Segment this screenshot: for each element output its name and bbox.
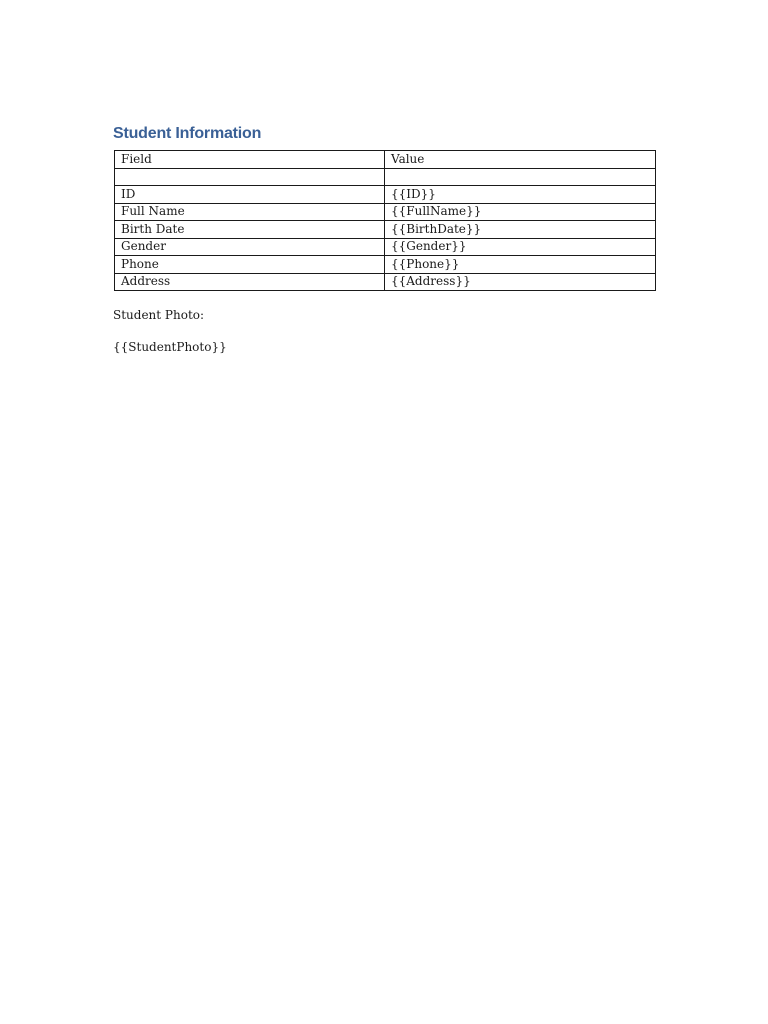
student-photo-placeholder: {{StudentPhoto}} xyxy=(113,340,227,354)
field-label: ID xyxy=(115,186,385,204)
field-value: {{FullName}} xyxy=(385,203,656,221)
field-label: Birth Date xyxy=(115,221,385,239)
blank-cell xyxy=(115,168,385,186)
header-cell-value: Value xyxy=(385,151,656,169)
blank-cell xyxy=(385,168,656,186)
field-value: {{Gender}} xyxy=(385,238,656,256)
table-blank-row xyxy=(115,168,656,186)
field-value: {{Phone}} xyxy=(385,256,656,274)
table-header-row xyxy=(115,151,656,169)
field-label: Phone xyxy=(115,256,385,274)
table-row xyxy=(115,203,656,221)
student-info-table xyxy=(114,150,656,291)
table-row xyxy=(115,273,656,291)
document-heading: Student Information xyxy=(113,125,262,142)
field-label: Gender xyxy=(115,238,385,256)
field-label: Full Name xyxy=(115,203,385,221)
student-photo-label: Student Photo: xyxy=(113,308,205,322)
field-value: {{BirthDate}} xyxy=(385,221,656,239)
field-value: {{Address}} xyxy=(385,273,656,291)
table-row xyxy=(115,186,656,204)
table-row xyxy=(115,238,656,256)
field-value: {{ID}} xyxy=(385,186,656,204)
table-row xyxy=(115,221,656,239)
header-cell-field: Field xyxy=(115,151,385,169)
table-row xyxy=(115,256,656,274)
field-label: Address xyxy=(115,273,385,291)
